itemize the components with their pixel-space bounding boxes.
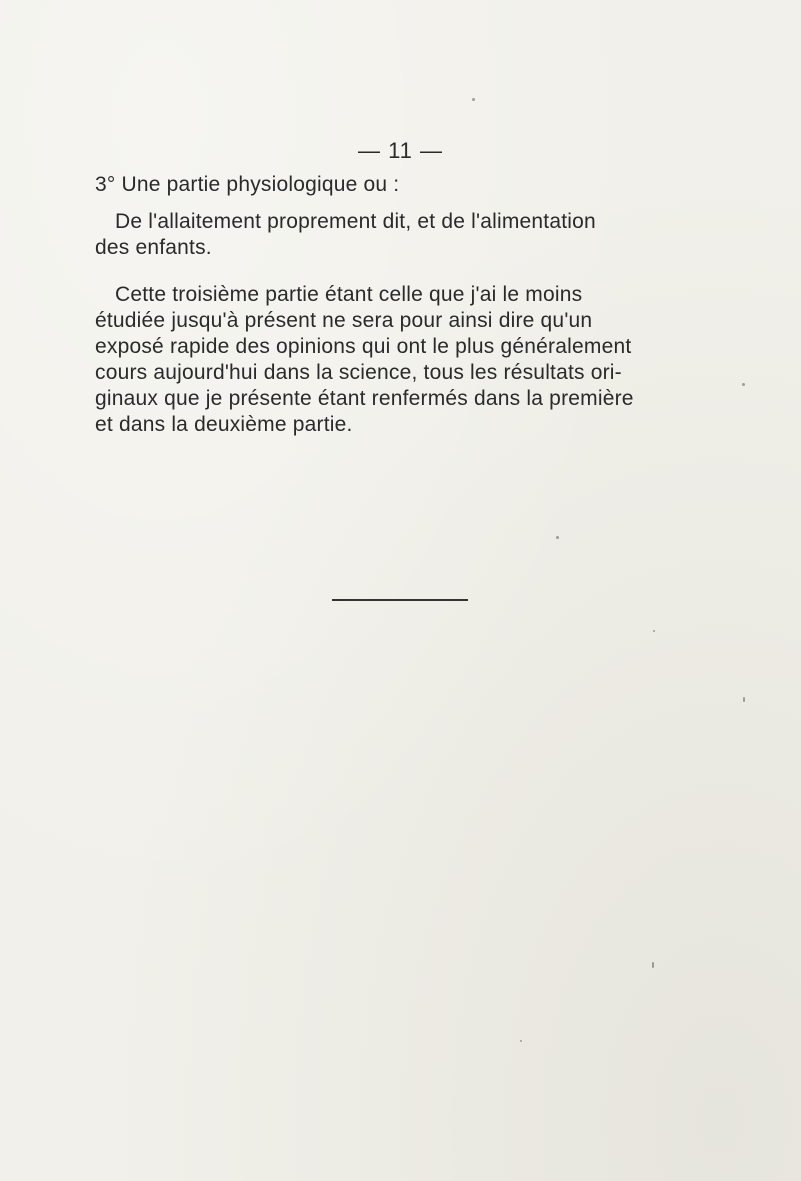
section-divider-rule: [332, 599, 468, 601]
paragraph-2-line-4: cours aujourd'hui dans la science, tous les résultats ori-: [95, 361, 622, 384]
paper-speck: [743, 697, 745, 702]
section-heading: 3° Une partie physiologique ou :: [95, 173, 400, 196]
paragraph-2-line-6: et dans la deuxième partie.: [95, 413, 353, 436]
paragraph-1-line-2: des enfants.: [95, 236, 212, 259]
paragraph-2-line-5: ginaux que je présente étant renfermés dans la première: [95, 387, 634, 410]
paper-speck: [520, 1040, 522, 1042]
paper-speck: [556, 536, 559, 539]
paragraph-2-line-1: Cette troisième partie étant celle que j'ai le moins: [115, 283, 583, 306]
paragraph-1-line-1: De l'allaitement proprement dit, et de l'alimentation: [115, 210, 596, 233]
paragraph-2: [95, 282, 730, 438]
paper-speck: [742, 383, 745, 386]
paper-speck: [652, 962, 654, 968]
paper-speck: [653, 630, 655, 632]
paper-speck: [472, 98, 475, 101]
paragraph-2-line-3: exposé rapide des opinions qui ont le plus généralement: [95, 335, 632, 358]
page-number: — 11 —: [357, 138, 444, 163]
paragraph-1: [95, 209, 730, 261]
paragraph-2-line-2: étudiée jusqu'à présent ne sera pour ainsi dire qu'un: [95, 309, 593, 332]
